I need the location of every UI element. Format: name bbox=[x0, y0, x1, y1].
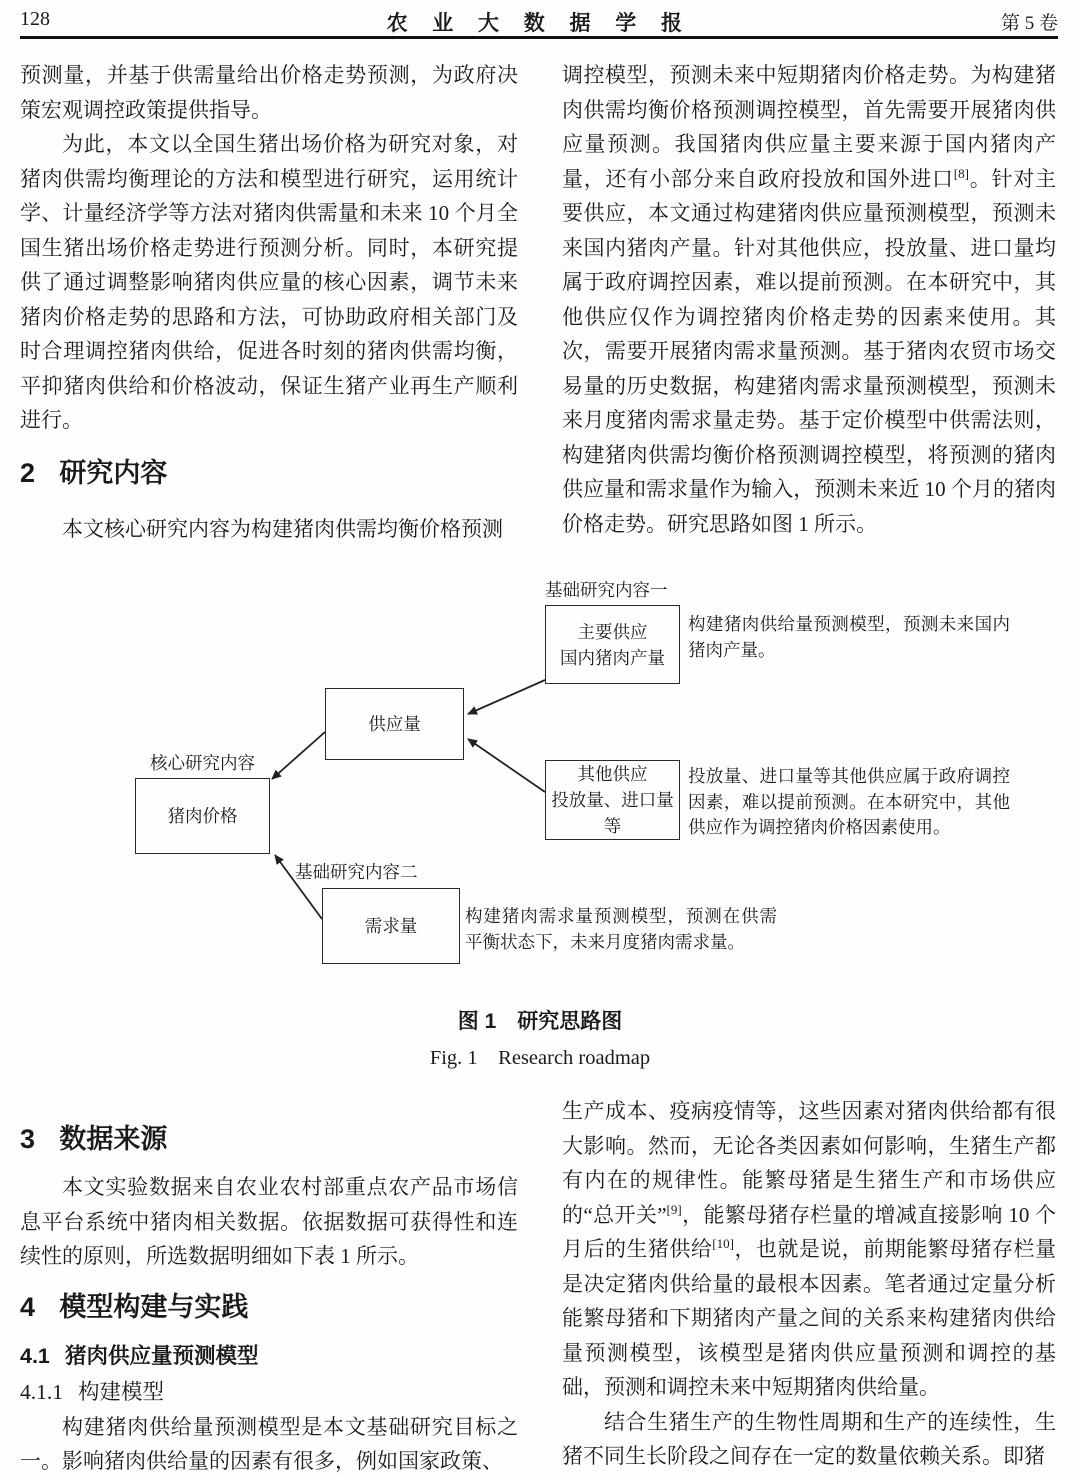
section-heading-2 bbox=[20, 456, 518, 490]
arrow-supply-to-price bbox=[272, 732, 325, 779]
annotation-demand: 构建猪肉需求量预测模型，预测在供需平衡状态下，未来月度猪肉需求量。 bbox=[465, 906, 777, 952]
node-pork-price bbox=[135, 778, 270, 854]
section-number: 3 bbox=[20, 1124, 36, 1154]
paragraph: 构建猪肉供给量预测模型是本文基础研究目标之一。影响猪肉供给量的因素有很多，例如国家政策、 bbox=[20, 1414, 518, 1473]
paragraph bbox=[562, 58, 1056, 541]
node-other-supply-line2: 投放量、进口量等 bbox=[551, 790, 674, 836]
label-basic-research-2: 基础研究内容二 bbox=[295, 862, 418, 882]
section-number: 4 bbox=[20, 1291, 36, 1322]
top-left-column bbox=[20, 58, 518, 546]
header-rule bbox=[20, 36, 1058, 39]
journal-title: 农 业 大 数 据 学 报 bbox=[386, 12, 692, 35]
figure-caption-en: Fig. 1 Research roadmap bbox=[429, 1047, 651, 1069]
paragraph: 为此，本文以全国生猪出场价格为研究对象，对猪肉供需均衡理论的方法和模型进行研究，运用统计学、计量经济学等方法对猪肉供需量和未来 10 个月全国生猪出场价格走势进行预测分析。同时，本研究提供了通过调整影响猪肉供应量的核心因素，调节未来猪肉价格走势的思路和方法，可协助政府相关部门及时合理调控猪肉供给，促进各时刻的猪肉供需均衡，平抑猪肉供给和价格波动，保证生猪产业再生产顺利进行。 bbox=[20, 132, 518, 432]
paragraph: 预测量，并基于供需量给出价格走势预测，为政府决策宏观调控政策提供指导。 bbox=[20, 63, 518, 122]
annotation-main-supply: 构建猪肉供给量预测模型，预测未来国内猪肉产量。 bbox=[688, 614, 1010, 660]
section-number: 2 bbox=[20, 457, 36, 488]
subsubsection-number: 4.1.1 bbox=[20, 1379, 63, 1404]
node-supply bbox=[325, 688, 464, 760]
annotation-other-supply: 投放量、进口量等其他供应属于政府调控因素，难以提前预测。在本研究中，其他供应作为调控猪肉价格因素使用。 bbox=[688, 766, 1010, 837]
section-title: 模型构建与实践 bbox=[59, 1291, 249, 1322]
bottom-left-column bbox=[20, 1122, 518, 1477]
node-supply-label: 供应量 bbox=[368, 714, 421, 734]
section-heading-3 bbox=[20, 1122, 518, 1156]
node-demand bbox=[322, 888, 460, 964]
paragraph bbox=[562, 1094, 1056, 1405]
paragraph: 结合生猪生产的生物性周期和生产的连续性，生猪不同生长阶段之间存在一定的数量依赖关系。即猪 bbox=[562, 1409, 1056, 1468]
citation-ref-10: [10] bbox=[712, 1236, 734, 1251]
section-heading-4 bbox=[20, 1290, 518, 1324]
node-main-supply-line2: 国内猪肉产量 bbox=[560, 647, 665, 668]
node-pork-price-label: 猪肉价格 bbox=[167, 806, 238, 826]
subsection-title: 猪肉供应量预测模型 bbox=[64, 1343, 259, 1368]
subsubsection-title: 构建模型 bbox=[78, 1379, 165, 1404]
citation-ref-8: [8] bbox=[953, 165, 969, 181]
label-basic-research-1: 基础研究内容一 bbox=[545, 580, 668, 600]
page-header bbox=[20, 6, 1058, 34]
paragraph-text: 。针对主要供应，本文通过构建猪肉供应量预测模型，预测未来国内猪肉产量。针对其他供应，投放量、进口量均属于政府调控因素，难以提前预测。在本研究中，其他供应仅作为调控猪肉价格走势的因素来使用。其次，需要开展猪肉需求量预测。基于猪肉农贸市场交易量的历史数据，构建猪肉需求量预测模型，预测未来月度猪肉需求量走势。基于定价模型中供需法则，构建猪肉供需均衡价格预测调控模型，将预测的猪肉供应量和需求量作为输入，预测未来近 10 个月的猪肉价格走势。研究思路如图 1 所示。 bbox=[562, 166, 1057, 536]
paragraph: 本文实验数据来自农业农村部重点农产品市场信息平台系统中猪肉相关数据。依据数据可获得性和连续性的原则，所选数据明细如下表 1 所示。 bbox=[20, 1175, 518, 1268]
paragraph-text: 生产成本、疫病疫情等，这些因素对猪肉供给都有很大影响。然而，无论各类因素如何影响，生猪生产都有内在的规律性。能繁母猪是生猪生产和市场供应的“总开关” bbox=[562, 1099, 1056, 1227]
figure-caption-zh: 图 1 研究思路图 bbox=[457, 1010, 623, 1033]
subsection-heading-4-1 bbox=[20, 1342, 518, 1370]
node-main-supply-line1: 主要供应 bbox=[577, 621, 648, 642]
arrow-main-supply-to-supply bbox=[468, 680, 545, 714]
subsubsection-heading-4-1-1 bbox=[20, 1378, 518, 1406]
subsection-number: 4.1 bbox=[20, 1343, 50, 1368]
bottom-right-column bbox=[562, 1094, 1056, 1474]
node-other-supply-line1: 其他供应 bbox=[577, 764, 648, 784]
arrow-other-supply-to-supply bbox=[468, 739, 545, 792]
label-core-research: 核心研究内容 bbox=[150, 753, 255, 773]
node-main-supply bbox=[545, 605, 680, 684]
node-demand-label: 需求量 bbox=[364, 916, 418, 936]
node-other-supply bbox=[545, 760, 680, 840]
paragraph-text: 调控模型，预测未来中短期猪肉价格走势。为构建猪肉供需均衡价格预测调控模型，首先需要开展猪肉供应量预测。我国猪肉供应量主要来源于国内猪肉产量，还有小部分来自政府投放和国外进口 bbox=[562, 63, 1056, 191]
paragraph-text: ，能繁母猪存栏量的增减直接影响 10 个月后的生猪供给 bbox=[562, 1202, 1056, 1261]
page-number: 128 bbox=[20, 8, 50, 30]
citation-ref-9: [9] bbox=[666, 1201, 682, 1217]
top-right-column bbox=[562, 58, 1056, 541]
paragraph: 本文核心研究内容为构建猪肉供需均衡价格预测 bbox=[62, 516, 503, 541]
figure-research-roadmap bbox=[80, 572, 1030, 982]
paragraph-text: ，也就是说，前期能繁母猪存栏量是决定猪肉供给量的最根本因素。笔者通过定量分析能繁母猪和下期猪肉产量之间的关系来构建猪肉供给量预测模型，该模型是猪肉供应量预测和调控的基础，预测和调控未来中短期猪肉供给量。 bbox=[562, 1237, 1057, 1399]
section-title: 研究内容 bbox=[59, 457, 168, 488]
section-title: 数据来源 bbox=[59, 1124, 168, 1154]
volume-label: 第 5 卷 bbox=[1000, 13, 1058, 34]
